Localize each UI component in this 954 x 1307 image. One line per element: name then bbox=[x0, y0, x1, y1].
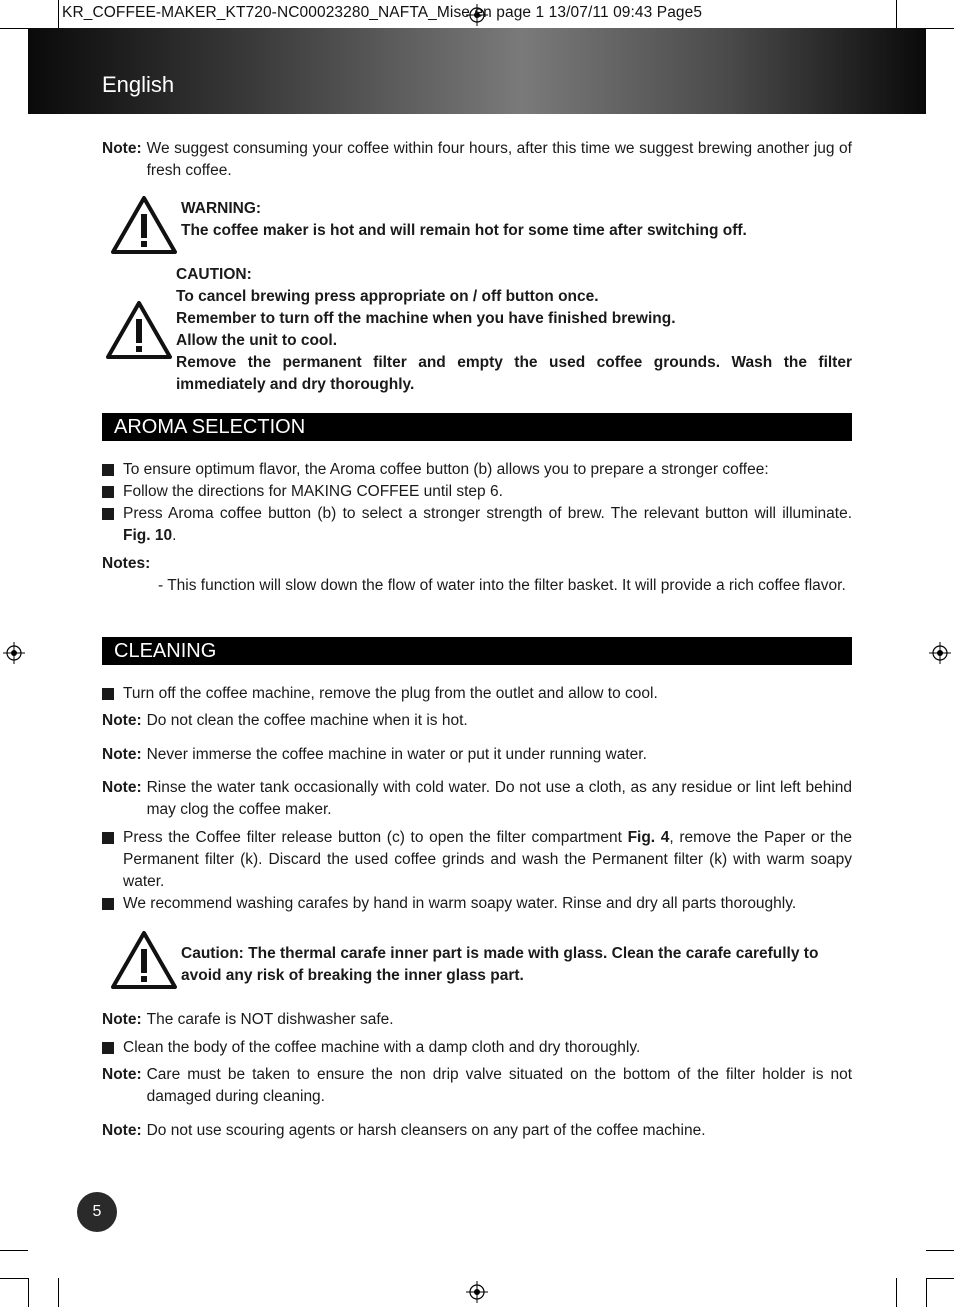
page-number: 5 bbox=[77, 1192, 117, 1232]
crop-mark bbox=[0, 1278, 28, 1279]
note-label: Note: bbox=[102, 140, 142, 157]
bullet-square-icon bbox=[102, 508, 114, 520]
section-heading-cleaning: CLEANING bbox=[102, 637, 852, 665]
notes-item: - This function will slow down the flow of water into the filter basket. It will provide a rich coffee flavor. bbox=[158, 577, 846, 594]
crop-mark bbox=[0, 28, 28, 29]
list-item: Follow the directions for MAKING COFFEE until step 6. bbox=[102, 481, 852, 503]
crop-mark bbox=[58, 1278, 59, 1307]
crop-mark bbox=[28, 1278, 29, 1307]
notes-label: Notes: bbox=[102, 555, 151, 572]
cleaning-note: Note: The carafe is NOT dishwasher safe. bbox=[102, 1011, 394, 1028]
caution-line: Remove the permanent filter and empty the used coffee grounds. Wash the filter immediately and dry thoroughly. bbox=[176, 354, 852, 393]
caution-triangle-icon bbox=[110, 930, 178, 990]
caution-line: Allow the unit to cool. bbox=[176, 332, 338, 349]
print-slug: KR_COFFEE-MAKER_KT720-NC00023280_NAFTA_Mise en page 1 13/07/11 09:43 Page5 bbox=[62, 4, 703, 21]
crop-mark bbox=[0, 1250, 28, 1251]
cleaning-note: Note: Do not use scouring agents or harsh cleansers on any part of the coffee machine. bbox=[102, 1122, 706, 1139]
bullet-square-icon bbox=[102, 1042, 114, 1054]
caution-title: CAUTION: bbox=[176, 266, 252, 283]
crop-mark bbox=[926, 1278, 927, 1307]
bullet-square-icon bbox=[102, 486, 114, 498]
warning-text: The coffee maker is hot and will remain hot for some time after switching off. bbox=[181, 222, 747, 239]
cleaning-note: Note: Do not clean the coffee machine when it is hot. bbox=[102, 712, 468, 729]
note-text: We suggest consuming your coffee within four hours, after this time we suggest brewing another jug of fresh coffee. bbox=[146, 140, 852, 179]
cleaning-note: Note: Rinse the water tank occasionally with cold water. Do not use a cloth, as any residue or lint left behind may clog the coffee maker. bbox=[102, 779, 852, 818]
crop-mark bbox=[896, 1278, 897, 1307]
caution-line: To cancel brewing press appropriate on / off button once. bbox=[176, 288, 599, 305]
crop-mark bbox=[926, 1250, 954, 1251]
list-item: Press Aroma coffee button (b) to select a stronger strength of brew. The relevant button will illuminate. Fig. 10. bbox=[102, 503, 852, 547]
bullet-square-icon bbox=[102, 832, 114, 844]
list-item: Turn off the coffee machine, remove the plug from the outlet and allow to cool. bbox=[102, 683, 852, 705]
intro-note bbox=[102, 138, 852, 182]
cleaning-note: Note: Care must be taken to ensure the non drip valve situated on the bottom of the filter holder is not damaged during cleaning. bbox=[102, 1066, 852, 1105]
list-item: We recommend washing carafes by hand in warm soapy water. Rinse and dry all parts thoroughly. bbox=[102, 893, 852, 915]
language-label: English bbox=[102, 72, 175, 97]
crop-mark bbox=[58, 0, 59, 28]
warning-block bbox=[181, 198, 861, 242]
header-banner bbox=[28, 28, 926, 114]
caution-triangle-icon bbox=[105, 300, 173, 360]
carafe-caution-text: Caution: The thermal carafe inner part is made with glass. Clean the carafe carefully to avoid any risk of breaking the inner glass part. bbox=[181, 945, 819, 984]
list-item: To ensure optimum flavor, the Aroma coffee button (b) allows you to prepare a stronger coffee: bbox=[102, 459, 852, 481]
fig-ref: Fig. 10 bbox=[123, 527, 173, 544]
caution-line: Remember to turn off the machine when you have finished brewing. bbox=[176, 310, 676, 327]
caution-block bbox=[176, 264, 852, 396]
registration-mark-icon bbox=[466, 1281, 488, 1303]
warning-title: WARNING: bbox=[181, 200, 262, 217]
registration-mark-icon bbox=[929, 642, 951, 664]
list-item: Clean the body of the coffee machine with a damp cloth and dry thoroughly. bbox=[102, 1037, 852, 1059]
bullet-square-icon bbox=[102, 898, 114, 910]
bullet-square-icon bbox=[102, 688, 114, 700]
list-item: Press the Coffee filter release button (c) to open the filter compartment Fig. 4, remove the Paper or the Permanent filter (k). Discard the used coffee grinds and wash the Permanent filter (k) with warm soapy water. bbox=[102, 827, 852, 893]
cleaning-note: Note: Never immerse the coffee machine in water or put it under running water. bbox=[102, 746, 647, 763]
crop-mark bbox=[926, 28, 954, 29]
registration-mark-icon bbox=[3, 642, 25, 664]
warning-triangle-icon bbox=[110, 195, 178, 255]
section-heading-aroma: AROMA SELECTION bbox=[102, 413, 852, 441]
crop-mark bbox=[896, 0, 897, 28]
bullet-square-icon bbox=[102, 464, 114, 476]
crop-mark bbox=[926, 1278, 954, 1279]
fig-ref: Fig. 4 bbox=[627, 829, 670, 846]
